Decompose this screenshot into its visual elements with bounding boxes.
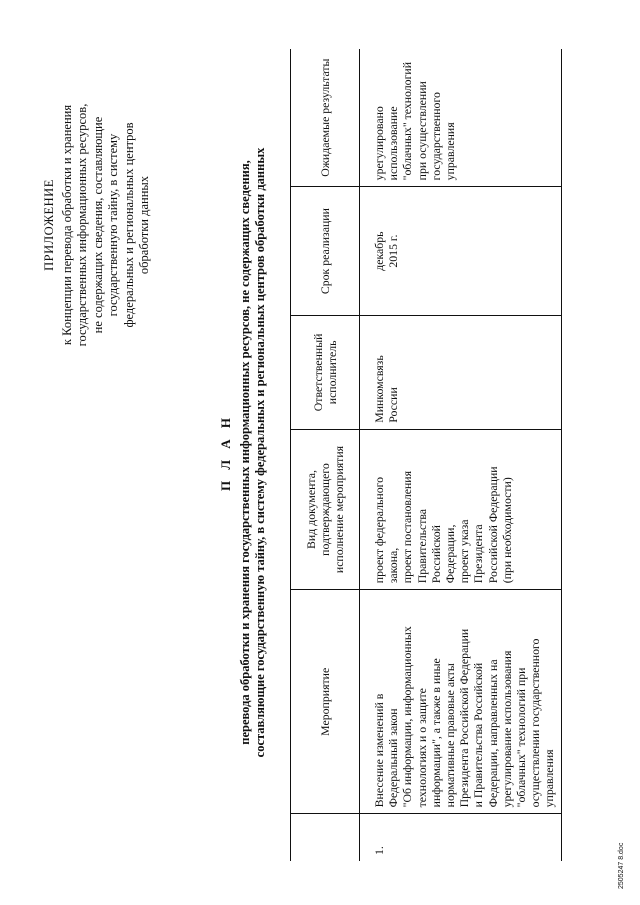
appendix-line: обработки данных xyxy=(137,175,151,275)
appendix-line: не содержащих сведения, составляющие xyxy=(90,116,105,334)
header-activity: Мероприятие xyxy=(291,590,360,814)
deadline-line: декабрь xyxy=(372,231,386,271)
deadline-line: 2015 г. xyxy=(386,234,401,268)
document-line: проект указа xyxy=(457,519,472,584)
header-results: Ожидаемые результаты xyxy=(291,49,360,187)
document-line: Российской xyxy=(428,525,443,584)
appendix-line: к Концепции перевода обработки и хранения xyxy=(59,104,74,346)
document-line: Президента xyxy=(471,524,486,584)
header-number xyxy=(291,814,360,861)
row-number: 1. xyxy=(372,846,386,855)
executor-line: Минкомсвязь xyxy=(372,355,386,423)
activity-line: осуществлении государственного xyxy=(528,638,543,808)
table-header-row xyxy=(291,49,360,861)
activity-line: Президента Российской Федерации xyxy=(457,628,472,808)
activity-line: нормативные правовые акты xyxy=(443,663,458,808)
document-line: проект федерального xyxy=(372,476,386,584)
result-line: "облачных" технологий xyxy=(400,61,415,181)
executor-line: России xyxy=(386,387,401,423)
plan-subtitle-line: составляющие государственную тайну, в систему федеральных и региональных центров обработки данных xyxy=(253,147,267,758)
activity-line: "облачных" технологий при xyxy=(514,667,529,808)
activity-line: урегулирование использования xyxy=(499,650,514,808)
appendix-block xyxy=(42,55,153,395)
plan-subtitle-line: перевода обработки и хранения государственных информационных ресурсов, не содержащих сведения, xyxy=(238,160,252,745)
appendix-line: федеральных и региональных центров xyxy=(121,122,136,328)
activity-line: Федерации, направленных на xyxy=(485,659,500,808)
document-line: Федерации, xyxy=(443,524,458,584)
activity-line: Федеральный закон xyxy=(386,708,401,808)
activity-line: Внесение изменений в xyxy=(372,693,386,808)
result-line: использование xyxy=(386,106,401,181)
row-executor xyxy=(360,315,562,429)
plan-subtitle xyxy=(238,30,268,875)
row-activity xyxy=(360,590,562,814)
activity-line: технологиях и о защите xyxy=(414,688,429,808)
activity-line: управления xyxy=(542,749,557,808)
result-line: при осуществлении xyxy=(414,81,429,181)
plan-table xyxy=(290,49,562,861)
header-deadline: Срок реализации xyxy=(291,187,360,316)
activity-line: информации", а также в иные xyxy=(428,658,443,808)
table-row xyxy=(360,49,562,861)
document-line: проект постановления xyxy=(400,470,415,584)
row-document xyxy=(360,429,562,589)
activity-line: и Правительства Российской xyxy=(471,662,486,808)
header-executor: Ответственный исполнитель xyxy=(291,315,360,429)
result-line: государственного xyxy=(428,92,443,181)
result-line: урегулировано xyxy=(372,106,386,181)
row-results xyxy=(360,49,562,187)
document-line: (при необходимости) xyxy=(499,477,514,584)
header-document: Вид документа, подтверждающего исполнение мероприятия xyxy=(291,429,360,589)
appendix-line: государственную тайну, в систему xyxy=(106,133,120,317)
row-deadline xyxy=(360,187,562,316)
result-line: управления xyxy=(443,122,458,181)
document-line: закона, xyxy=(386,547,401,584)
appendix-heading: ПРИЛОЖЕНИЕ xyxy=(42,179,56,271)
document-line: Российской Федерации xyxy=(485,466,500,584)
document-id: 2505247 8.doc xyxy=(618,842,625,889)
document-line: Правительства xyxy=(414,508,429,584)
activity-line: "Об информации, информационных xyxy=(400,626,415,808)
plan-title: П Л А Н xyxy=(218,413,233,492)
appendix-line: государственных информационных ресурсов, xyxy=(75,103,89,347)
